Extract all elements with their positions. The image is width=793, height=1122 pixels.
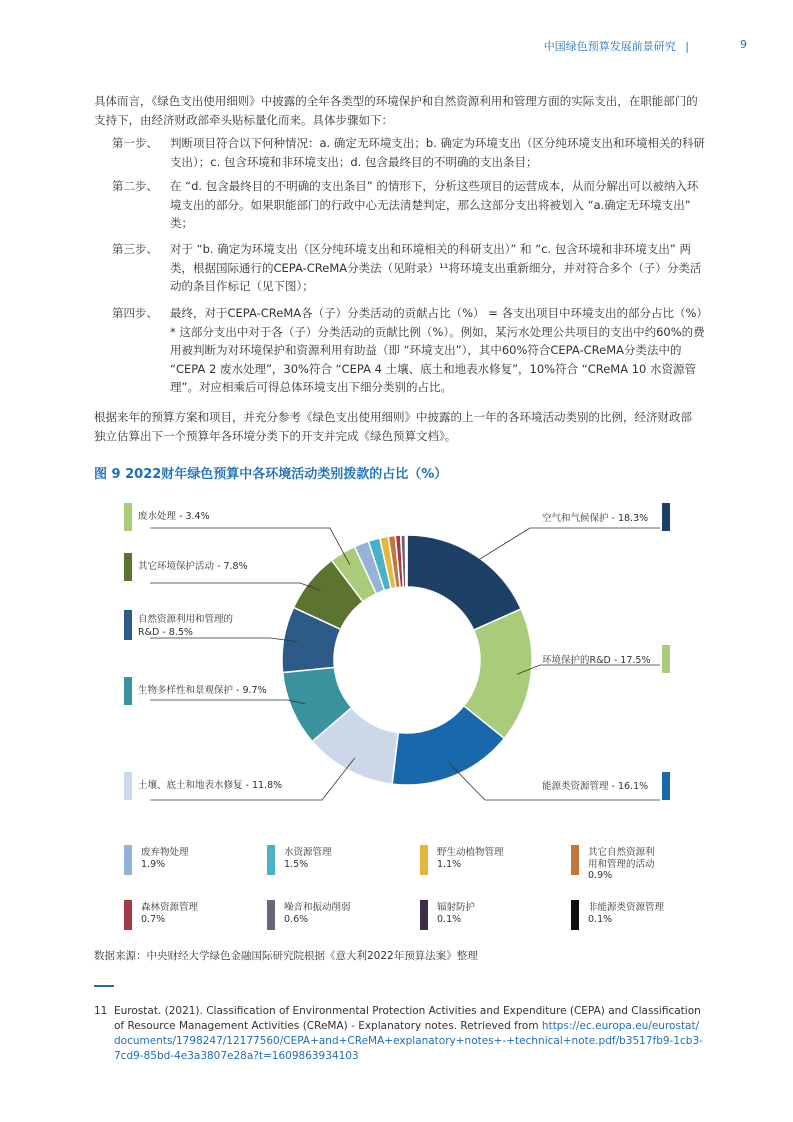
step-label: 第四步、 [112, 306, 158, 320]
legend-swatch [267, 900, 275, 930]
closing-paragraph: 根据来年的预算方案和项目，并充分参考《绿色支出使用细则》中披露的上一年的各环境活动类别的比例，经济财政部独立估算出下一个预算年各环境分类下的开支并完成《绿色预算文档》。 [94, 410, 692, 443]
label-bar-soil [124, 772, 132, 800]
chart-label-natural-rd [138, 613, 233, 639]
legend-value: 0.7% [141, 913, 166, 925]
legend-text [141, 847, 189, 870]
legend-swatch [267, 845, 275, 875]
step-label: 第一步、 [112, 136, 158, 150]
chart-label-line: R&D - 8.5% [138, 627, 193, 638]
legend-value: 1.1% [437, 858, 462, 870]
legend-value: 0.6% [284, 913, 309, 925]
step-label: 第三步、 [112, 242, 158, 256]
step-label: 第二步、 [112, 179, 158, 193]
legend-text [437, 847, 504, 870]
label-bar-other-env [124, 553, 132, 581]
legend-label: 噪音和振动削弱 [284, 902, 351, 913]
legend-swatch [124, 900, 132, 930]
footnote-rule [94, 985, 114, 987]
legend-label: 废弃物处理 [141, 847, 189, 858]
chart-label-line: 自然资源利用和管理的 [138, 614, 234, 625]
legend-value: 0.9% [588, 870, 613, 881]
legend-value: 0.1% [437, 913, 462, 925]
chart-label-other-env: 其它环境保护活动 - 7.8% [138, 561, 248, 572]
label-bar-energy [662, 772, 670, 800]
footnote-link[interactable]: https://ec.europa.eu/eurostat/documents/1798247/12177560/CEPA+and+CReMA+explanatory+notes+-+technical+note.pdf/b3517fb9-1cb3-7cd9-85bd-4e3a3807e28a?t=1609863934103 [114, 1020, 703, 1062]
legend-swatch [571, 845, 579, 875]
chart-label-air: 空气和气候保护 - 18.3% [542, 513, 649, 524]
data-source: 数据来源：中央财经大学绿色金融国际研究院根据《意大利2022年预算法案》整理 [94, 950, 478, 962]
legend-label: 森林资源管理 [141, 902, 199, 913]
label-bar-natural-rd [124, 610, 132, 640]
step-text: 最终，对于CEPA-CReMA各（子）分类活动的贡献占比（%） = 各支出项目中环境支出的部分占比（%）* 这部分支出中对于各（子）分类活动的贡献比例（%）。例如，某污水处理公共项目的支出中约60%的费用被判断为对环境保护和资源利用有助益（即 “环境支出”），其中60%符合CEPA-CReMA分类法中的 “CEPA 2 废水处理”，30%符合 “CEPA 4 土壤、底土和地表水修复”，10%符合 “CReMA 10 水资源管理”。对应相乘后可得总体环境支出下细分类别的占比。 [170, 306, 708, 394]
legend-text [437, 902, 475, 925]
leader-line [467, 528, 660, 567]
header-separator: | [685, 40, 689, 53]
figure-title: 图 9 2022财年绿色预算中各环境活动类别拨款的占比（%） [94, 467, 448, 482]
legend-text [284, 902, 351, 925]
footnote [94, 1004, 704, 1064]
legend-text [588, 902, 664, 925]
legend-label: 辐射防护 [437, 902, 476, 913]
legend-label: 用和管理的活动 [588, 858, 655, 870]
chart-label-energy: 能源类资源管理 - 16.1% [542, 781, 649, 792]
legend-text [284, 847, 332, 870]
step-text: 对于 “b. 确定为环境支出（区分纯环境支出和环境相关的科研支出）” 和 “c. 包含环境和非环境支出” 两类，根据国际通行的CEPA-CReMA分类法（见附录）¹¹将环境支出重新细分，并对符合多个（子）分类活动的条目作标记（见下图）； [170, 242, 702, 293]
donut-slice [406, 535, 407, 587]
legend-text [588, 847, 655, 882]
chart-label-wastewater: 废水处理 - 3.4% [138, 511, 210, 522]
legend-swatch [571, 900, 579, 930]
legend-label: 野生动植物管理 [437, 847, 504, 858]
legend-value: 0.1% [588, 913, 613, 925]
chart-label-biodiversity: 生物多样性和景观保护 - 9.7% [138, 685, 267, 696]
label-bar-air [662, 503, 670, 531]
footnote-number: 11 [94, 1005, 108, 1017]
legend-label: 水资源管理 [284, 847, 332, 858]
step-text: 判断项目符合以下何种情况：a. 确定无环境支出；b. 确定为环境支出（区分纯环境支出和环境相关的科研支出）；c. 包含环境和非环境支出；d. 包含最终目的不明确的支出条目； [170, 136, 705, 169]
leader-line [150, 700, 305, 704]
label-bar-wastewater [124, 503, 132, 531]
legend-value: 1.5% [284, 858, 309, 870]
leader-line [150, 583, 321, 590]
legend-text [141, 902, 198, 925]
intro-paragraph: 具体而言，《绿色支出使用细则》中披露的全年各类型的环境保护和自然资源利用和管理方面的实际支出，在职能部门的支持下，由经济财政部牵头贴标量化而来。具体步骤如下： [94, 94, 698, 127]
label-bar-biodiversity [124, 677, 132, 705]
chart-label-soil: 土壤、底土和地表水修复 - 11.8% [138, 780, 283, 791]
legend-swatch [420, 845, 428, 875]
chart-label-env-rd: 环境保护的R&D - 17.5% [542, 655, 651, 666]
legend-swatch [124, 845, 132, 875]
page-number: 9 [740, 38, 747, 51]
legend-swatch [420, 900, 428, 930]
footnote-text: Eurostat. (2021). Classification of Environmental Protection Activities and Expenditure (CEPA) and Classification of Resource Management Activities (CReMA) - Explanatory notes. Retrieved from [114, 1005, 701, 1032]
label-bar-env-rd [662, 645, 670, 673]
step-text: 在 “d. 包含最终目的不明确的支出条目” 的情形下，分析这些项目的运营成本，从而分解出可以被纳入环境支出的部分。如果职能部门的行政中心无法清楚判定，那么这部分支出将被划入 “a.确定无环境支出” 类； [170, 179, 699, 230]
legend-label: 非能源类资源管理 [588, 902, 665, 913]
header-title: 中国绿色预算发展前景研究 [543, 40, 676, 53]
legend-value: 1.9% [141, 858, 166, 870]
legend-label: 其它自然资源利 [588, 847, 655, 858]
